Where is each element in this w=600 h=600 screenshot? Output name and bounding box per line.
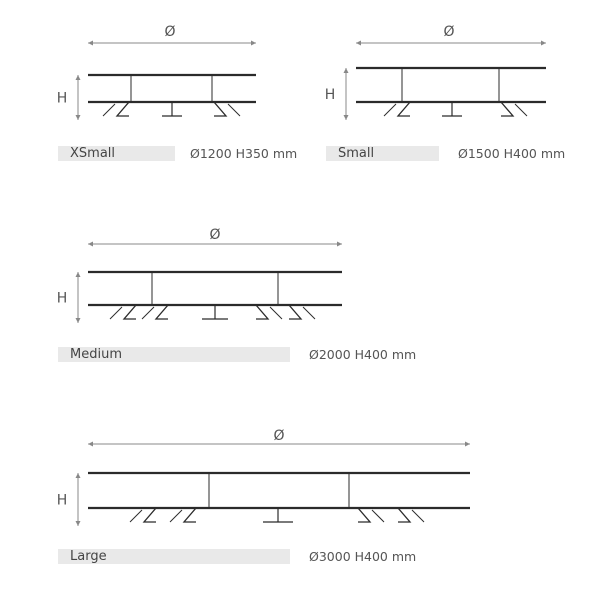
dimension-arrow	[337, 242, 342, 247]
angled-leg	[372, 510, 384, 522]
dimension-arrow	[76, 521, 81, 526]
height-symbol: H	[56, 90, 68, 107]
angled-leg	[170, 510, 182, 522]
dimension-arrow	[76, 318, 81, 323]
model-name-medium: Medium	[58, 347, 290, 362]
table-elevation-large	[57, 428, 470, 526]
angled-leg	[256, 305, 270, 319]
angled-leg	[182, 508, 196, 522]
dimension-arrow	[88, 442, 93, 447]
angled-leg	[214, 102, 228, 116]
angled-leg	[110, 307, 122, 319]
angled-leg	[289, 305, 303, 319]
dimension-arrow	[76, 115, 81, 120]
angled-leg	[303, 307, 315, 319]
model-dimensions-medium: Ø2000 H400 mm	[309, 347, 417, 362]
height-symbol: H	[56, 290, 68, 307]
height-symbol: H	[324, 87, 336, 103]
angled-leg	[122, 305, 136, 319]
model-dimensions-large: Ø3000 H400 mm	[309, 549, 417, 564]
table-elevation-medium	[57, 227, 342, 323]
dimension-arrow	[344, 68, 349, 73]
angled-leg	[115, 102, 129, 116]
diameter-symbol: Ø	[443, 24, 455, 40]
model-dimensions-small: Ø1500 H400 mm	[458, 146, 566, 161]
dimension-arrow	[465, 442, 470, 447]
angled-leg	[396, 102, 410, 116]
height-symbol: H	[56, 492, 68, 509]
table-elevation-xsmall	[57, 24, 256, 120]
angled-leg	[154, 305, 168, 319]
angled-leg	[142, 307, 154, 319]
angled-leg	[130, 510, 142, 522]
dimension-arrow	[88, 41, 93, 46]
dimension-arrow	[344, 115, 349, 120]
diameter-symbol: Ø	[209, 227, 221, 243]
angled-leg	[398, 508, 412, 522]
dimension-arrow	[251, 41, 256, 46]
angled-leg	[384, 104, 396, 116]
dimension-arrow	[88, 242, 93, 247]
dimension-arrow	[76, 272, 81, 277]
diameter-symbol: Ø	[164, 24, 176, 40]
model-name-small: Small	[326, 146, 439, 161]
model-dimensions-xsmall: Ø1200 H350 mm	[190, 146, 298, 161]
angled-leg	[103, 104, 115, 116]
angled-leg	[412, 510, 424, 522]
angled-leg	[228, 104, 240, 116]
dimension-arrow	[356, 41, 361, 46]
angled-leg	[501, 102, 515, 116]
dimension-arrow	[541, 41, 546, 46]
angled-leg	[142, 508, 156, 522]
angled-leg	[358, 508, 372, 522]
model-name-xsmall: XSmall	[58, 146, 175, 161]
diameter-symbol: Ø	[273, 428, 285, 444]
table-elevation-small	[325, 24, 546, 120]
angled-leg	[515, 104, 527, 116]
angled-leg	[270, 307, 282, 319]
dimension-arrow	[76, 473, 81, 478]
dimension-arrow	[76, 75, 81, 80]
model-name-large: Large	[58, 549, 290, 564]
